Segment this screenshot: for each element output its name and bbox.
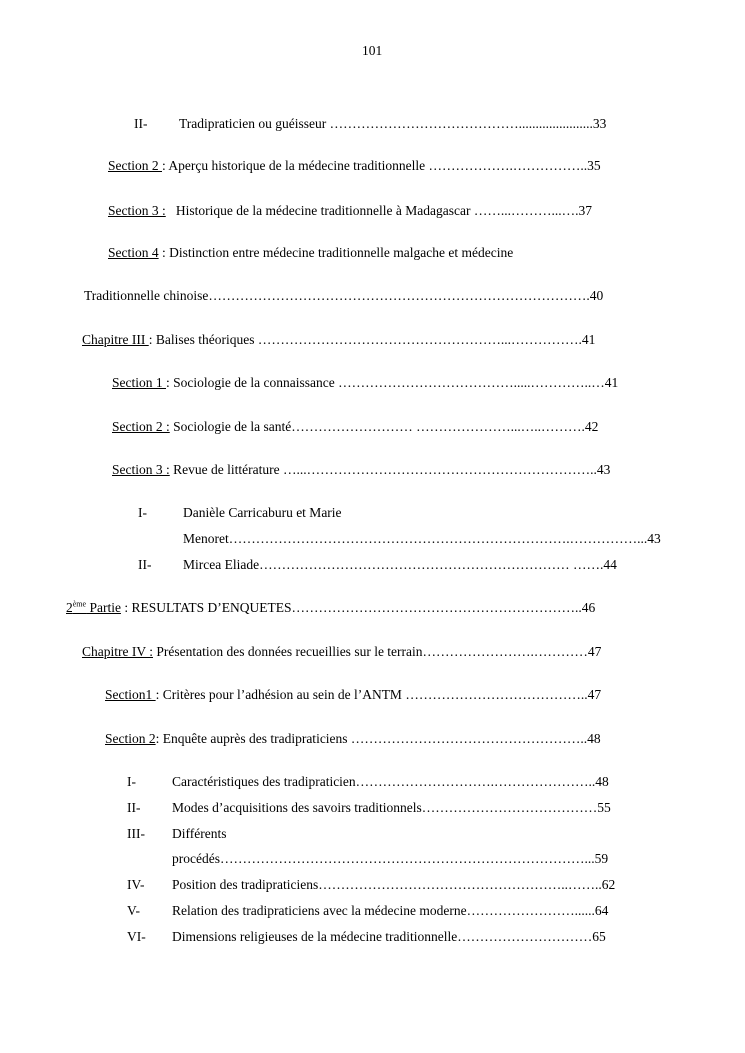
entry-label: Section 2 <box>105 731 156 746</box>
toc-entry[interactable] <box>82 644 601 660</box>
entry-text: Dimensions religieuses de la médecine traditionnelle…………………………65 <box>172 929 606 944</box>
entry-number: III- <box>127 826 145 841</box>
entry-text: Présentation des données recueillies sur le terrain…………………….…………47 <box>153 644 602 659</box>
entry-number: VI- <box>127 929 146 944</box>
toc-entry[interactable] <box>108 245 513 261</box>
entry-label: 2ème Partie <box>66 599 121 615</box>
toc-entry[interactable] <box>82 332 595 348</box>
page-number: 101 <box>362 43 383 58</box>
entry-number: II- <box>134 116 148 131</box>
entry-text: : Critères pour l’adhésion au sein de l’ANTM …………………………………..47 <box>155 687 602 702</box>
entry-label: Section 4 <box>108 245 159 260</box>
toc-entry <box>84 288 603 304</box>
entry-text: : Aperçu historique de la médecine traditionnelle ……………….……………..35 <box>162 158 601 173</box>
entry-text: : Sociologie de la connaissance ………………………………….....…………..…41 <box>166 375 619 390</box>
toc-entry <box>134 116 606 132</box>
toc-entry <box>127 903 608 919</box>
entry-label: Section 2 <box>108 158 162 173</box>
entry-label: Chapitre IV : <box>82 644 153 659</box>
entry-label: Section 1 <box>112 375 166 390</box>
entry-number: V- <box>127 903 141 918</box>
toc-entry-continuation <box>183 531 661 547</box>
toc-entry <box>127 877 615 893</box>
entry-text: Danièle Carricaburu et Marie <box>183 505 342 520</box>
entry-text: Historique de la médecine traditionnelle à Madagascar ……...………...….37 <box>165 203 593 218</box>
entry-label: Section 3 : <box>112 462 170 477</box>
toc-entry <box>127 800 611 816</box>
entry-text: Revue de littérature …...………………………………………………………..43 <box>169 462 611 477</box>
entry-number: IV- <box>127 877 145 892</box>
entry-text: Menoret………………………………………………………………….……………...43 <box>183 531 661 546</box>
entry-text: Caractéristiques des tradipraticien………………………….…………………..48 <box>172 774 609 789</box>
toc-entry[interactable] <box>112 375 618 391</box>
toc-entry <box>127 929 606 945</box>
entry-label: Section 3 : <box>108 203 166 218</box>
toc-entry[interactable] <box>108 158 601 174</box>
entry-text: Mircea Eliade…………………………………………………………… …….44 <box>183 557 617 572</box>
toc-entry[interactable] <box>112 419 598 435</box>
toc-entry <box>127 774 609 790</box>
entry-text: : Balises théoriques ………………………………………………...…………….41 <box>148 332 596 347</box>
toc-entry[interactable] <box>108 203 592 219</box>
entry-number: I- <box>127 774 136 789</box>
entry-text: Relation des tradipraticiens avec la médecine moderne……………………......64 <box>172 903 609 918</box>
entry-label: Section1 <box>105 687 156 702</box>
toc-entry <box>138 505 342 521</box>
entry-text: : Distinction entre médecine traditionnelle malgache et médecine <box>158 245 514 260</box>
entry-text: procédés………………………………………………………………………...59 <box>172 851 609 866</box>
toc-entry[interactable] <box>66 600 595 616</box>
entry-text: : Enquête auprès des tradipraticiens ……………………………………………..48 <box>155 731 601 746</box>
entry-text: : RESULTATS D’ENQUETES………………………………………………………..46 <box>120 600 596 615</box>
entry-label: Chapitre III <box>82 332 149 347</box>
entry-text: Sociologie de la santé……………………… …………………...…..……….42 <box>169 419 599 434</box>
toc-entry[interactable] <box>112 462 610 478</box>
toc-entry[interactable] <box>105 731 601 747</box>
entry-number: I- <box>138 505 147 520</box>
toc-entry <box>127 826 226 842</box>
entry-text: Différents <box>172 826 227 841</box>
entry-text: Modes d’acquisitions des savoirs traditionnels…………………………………55 <box>172 800 611 815</box>
entry-text: Tradipraticien ou guéisseur ……………………………………......................33 <box>179 116 607 131</box>
entry-number: II- <box>127 800 141 815</box>
entry-number: II- <box>138 557 152 572</box>
toc-entry <box>138 557 617 573</box>
toc-entry[interactable] <box>105 687 601 703</box>
entry-label: Section 2 : <box>112 419 170 434</box>
entry-text: Traditionnelle chinoise………………………………………………………………………….40 <box>84 288 604 303</box>
toc-entry-continuation <box>172 851 608 867</box>
entry-text: Position des tradipraticiens………………………………………………..……..62 <box>172 877 616 892</box>
